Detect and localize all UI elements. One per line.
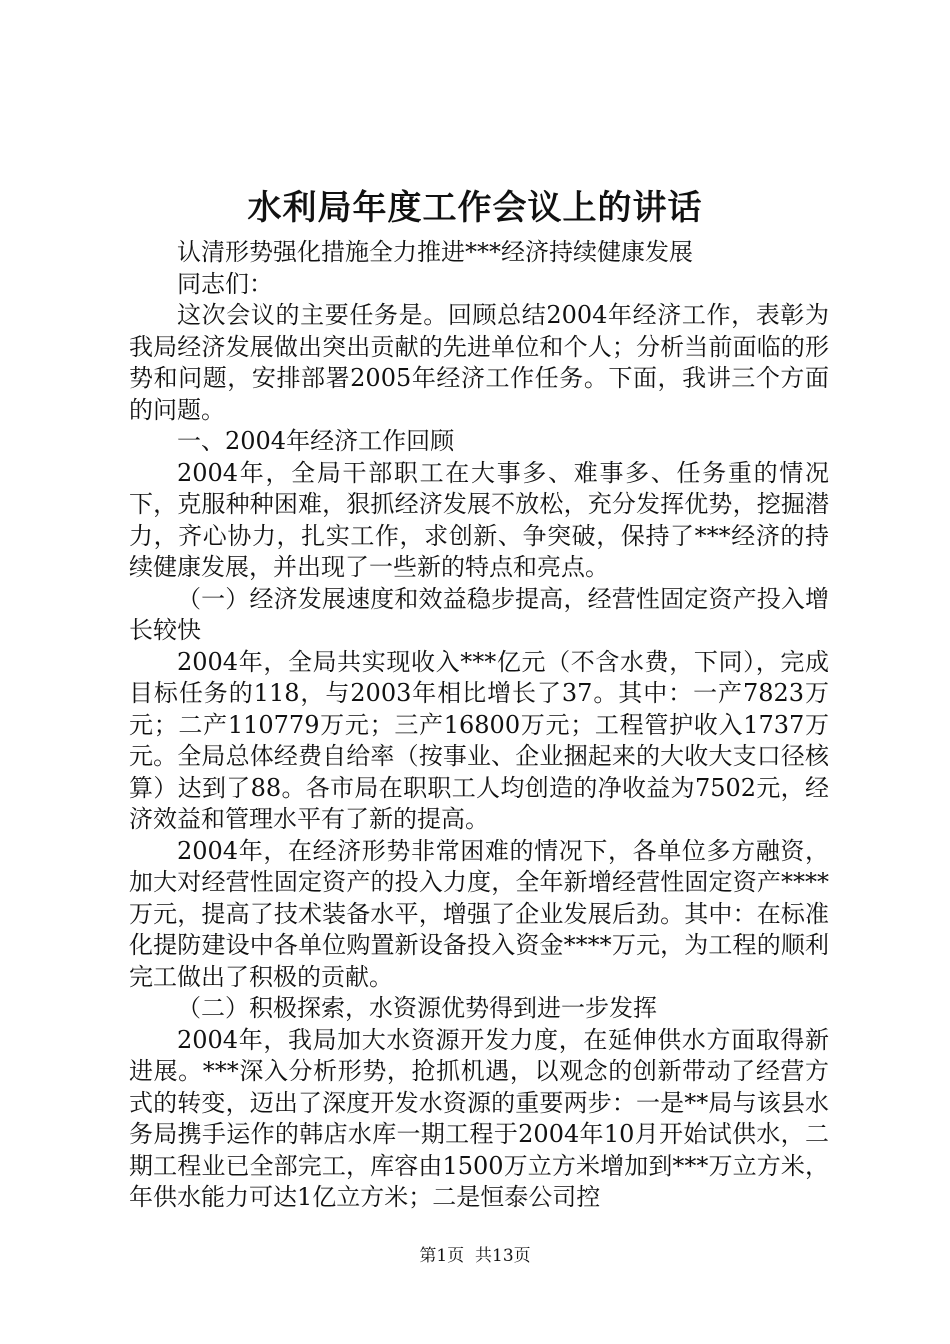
page-total: 共13页: [475, 1246, 531, 1266]
document-body: [129, 237, 829, 1214]
section-heading: 一、2004年经济工作回顾: [177, 427, 455, 455]
salutation-paragraph: 同志们：: [177, 269, 273, 298]
subsection-heading: （一）经济发展速度和效益稳步提高，经营性固定资产投入增长较快: [129, 584, 829, 644]
page-footer: [0, 1244, 950, 1268]
body-paragraph: 2004年，在经济形势非常困难的情况下，各单位多方融资，加大对经营性固定资产的投入力度，全年新增经营性固定资产****万元，提高了技术装备水平，增强了企业发展后劲。其中：在标准化提防建设中各单位购置新设备投入资金****万元，为工程的顺利完工做出了积极的贡献。: [129, 836, 829, 991]
body-paragraph: 2004年，全局共实现收入***亿元（不含水费，下同），完成目标任务的118，与2003年相比增长了37。其中：一产7823万元；二产110779万元；三产16800万元；工程管护收入1737万元。全局总体经费自给率（按事业、企业捆起来的大收大支口径核算）达到了88。各市局在职职工人均创造的净收益为7502元，经济效益和管理水平有了新的提高。: [129, 647, 829, 833]
body-paragraph: 这次会议的主要任务是。回顾总结2004年经济工作，表彰为我局经济发展做出突出贡献的先进单位和个人；分析当前面临的形势和问题，安排部署2005年经济工作任务。下面，我讲三个方面的问题。: [129, 301, 829, 424]
subsection-heading: （二）积极探索，水资源优势得到进一步发挥: [177, 994, 657, 1022]
body-paragraph: 2004年，全局干部职工在大事多、难事多、任务重的情况下，克服种种困难，狠抓经济发展不放松，充分发挥优势，挖掘潜力，齐心协力，扎实工作，求创新、争突破，保持了***经济的持续健康发展，并出现了一些新的特点和亮点。: [129, 458, 829, 581]
subtitle-paragraph: 认清形势强化措施全力推进***经济持续健康发展: [177, 238, 693, 266]
document-title: 水利局年度工作会议上的讲话: [247, 188, 703, 228]
page-number: 第1页: [419, 1246, 465, 1266]
body-paragraph: 2004年，我局加大水资源开发力度，在延伸供水方面取得新进展。***深入分析形势，抢抓机遇，以观念的创新带动了经营方式的转变，迈出了深度开发水资源的重要两步：一是**局与该县水务局携手运作的韩店水库一期工程于2004年10月开始试供水，二期工程业已全部完工，库容由1500万立方米增加到***万立方米，年供水能力可达1亿立方米；二是恒泰公司控: [129, 1025, 829, 1211]
